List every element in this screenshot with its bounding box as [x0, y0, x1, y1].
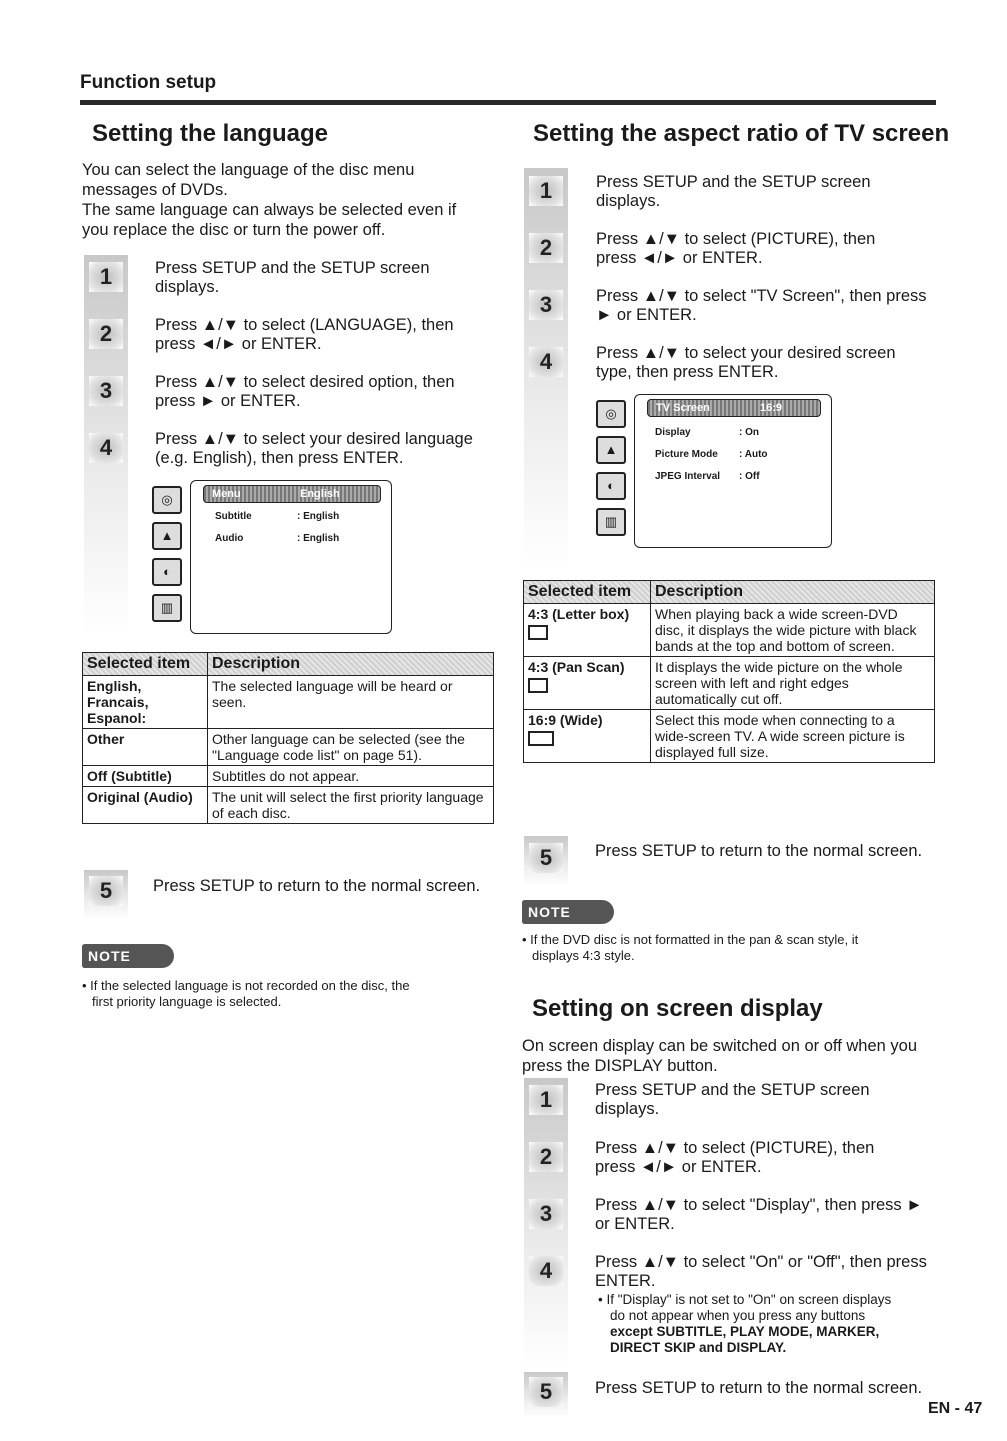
osd-tab-bar [203, 485, 381, 503]
language-note: • If the selected language is not recorded on the disc, the first priority language is selected. [82, 978, 410, 1009]
osd-row-value: : Off [739, 471, 760, 482]
osd-tab: English [300, 488, 340, 500]
step-number: 5 [89, 876, 123, 906]
step-number: 1 [529, 176, 563, 206]
intro-line: you replace the disc or turn the power off. [82, 221, 386, 239]
osd-row-value: : English [297, 533, 340, 544]
step-text: Press ▲/▼ to select desired option, then press ► or ENTER. [155, 373, 455, 410]
intro-line: press the DISPLAY button. [522, 1057, 718, 1075]
step-text: Press ▲/▼ to select your desired language (e.g. English), then press ENTER. [155, 430, 473, 467]
step-text: Press ▲/▼ to select "TV Screen", then press ► or ENTER. [596, 287, 927, 324]
setup-icon: ▥ [596, 508, 626, 536]
osd-row-value: : English [297, 511, 340, 522]
intro-line: On screen display can be switched on or off when you [522, 1037, 918, 1055]
panscan-icon [528, 678, 548, 693]
intro-line: messages of DVDs. [82, 181, 228, 199]
aspect-osd-screen [634, 394, 832, 548]
aspect-title: Setting the aspect ratio of TV screen [533, 120, 950, 147]
table-header: Selected item [524, 581, 651, 604]
step-text: Press SETUP to return to the normal screen. [595, 842, 923, 860]
table-row: 16:9 (Wide) Select this mode when connecting to a wide-screen TV. A wide screen picture is displayed full size. [524, 710, 935, 763]
wide-icon [528, 731, 554, 746]
step-text: Press ▲/▼ to select "Display", then press ► or ENTER. [595, 1196, 923, 1233]
language-table [82, 652, 494, 824]
note-badge: NOTE [522, 900, 614, 924]
language-icon: ◎ [596, 400, 626, 428]
step-number: 3 [529, 1199, 563, 1229]
language-osd-screen [190, 480, 392, 634]
table-row: Other Other language can be selected (see the "Language code list" on page 51). [83, 729, 494, 766]
osd-title: Setting on screen display [532, 995, 823, 1022]
table-row: Off (Subtitle) Subtitles do not appear. [83, 766, 494, 787]
page-number: EN - 47 [928, 1400, 983, 1417]
step-number: 3 [529, 290, 563, 320]
intro-line: You can select the language of the disc menu [82, 161, 415, 179]
header-rule [80, 100, 936, 105]
osd-tab: 16:9 [760, 402, 783, 414]
step-number: 4 [529, 347, 563, 377]
osd-row-label: Display [655, 427, 691, 438]
step-number: 5 [529, 843, 563, 873]
table-header: Description [208, 653, 494, 676]
step-text: Press SETUP to return to the normal screen. [153, 877, 481, 895]
step-number: 2 [89, 319, 123, 349]
language-icon: ◎ [152, 486, 182, 514]
step-number: 1 [529, 1085, 563, 1115]
osd-row-label: Audio [215, 533, 244, 544]
step-text: Press ▲/▼ to select (LANGUAGE), then press ◄/► or ENTER. [155, 316, 454, 353]
step-text: Press SETUP to return to the normal screen. [595, 1379, 923, 1397]
aspect-table [523, 580, 935, 763]
picture-icon: ▲ [152, 522, 182, 550]
table-header: Description [651, 581, 935, 604]
osd-row-value: : On [739, 427, 759, 438]
osd-row-label: JPEG Interval [655, 471, 721, 482]
osd-row-label: Subtitle [215, 511, 252, 522]
osd-row-label: Picture Mode [655, 449, 718, 460]
step-text: Press ▲/▼ to select your desired screen type, then press ENTER. [596, 344, 896, 381]
step-number: 2 [529, 233, 563, 263]
step-number: 3 [89, 376, 123, 406]
aspect-note: • If the DVD disc is not formatted in the pan & scan style, it displays 4:3 style. [522, 932, 859, 963]
setup-icon: ▥ [152, 594, 182, 622]
language-title: Setting the language [92, 120, 329, 147]
step-number: 1 [89, 262, 123, 292]
step-number: 5 [529, 1377, 563, 1407]
osd-tab: Menu [212, 488, 241, 500]
table-row: 4:3 (Letter box) When playing back a wide screen-DVD disc, it displays the wide picture with black bands at the top and bottom of screen. [524, 604, 935, 657]
osd-row-value: : Auto [739, 449, 768, 460]
step-text: Press SETUP and the SETUP screen displays. [595, 1081, 870, 1118]
step-text: Press ▲/▼ to select (PICTURE), then press ◄/► or ENTER. [595, 1139, 875, 1176]
table-row: 4:3 (Pan Scan) It displays the wide picture on the whole screen with left and right edges automatically cut off. [524, 657, 935, 710]
intro-line: The same language can always be selected even if [82, 201, 457, 219]
table-row: English, Francais, Espanol: The selected language will be heard or seen. [83, 676, 494, 729]
osd-intro [522, 1036, 942, 1076]
step-number: 2 [529, 1142, 563, 1172]
section-header: Function setup [80, 72, 217, 93]
step-number: 4 [529, 1256, 563, 1286]
step-text: Press SETUP and the SETUP screen displays. [155, 259, 430, 296]
audio-icon: ◐ [596, 472, 626, 500]
table-row: Original (Audio) The unit will select the first priority language of each disc. [83, 787, 494, 824]
language-intro [82, 160, 502, 240]
osd-tab-bar [647, 399, 821, 417]
step-text: Press ▲/▼ to select "On" or "Off", then press ENTER. [595, 1253, 927, 1290]
note-badge: NOTE [82, 944, 174, 968]
step-number: 4 [89, 433, 123, 463]
table-header: Selected item [83, 653, 208, 676]
step-text: Press ▲/▼ to select (PICTURE), then press ◄/► or ENTER. [596, 230, 876, 267]
audio-icon: ◐ [152, 558, 182, 586]
osd-tab: TV Screen [656, 402, 710, 414]
osd-subnote: • If "Display" is not set to "On" on screen displays do not appear when you press any buttons except SUBTITLE, PLAY MODE, MARKER, DIRECT SKIP and DISPLAY. [598, 1292, 892, 1355]
picture-icon: ▲ [596, 436, 626, 464]
letterbox-icon [528, 625, 548, 640]
step-text: Press SETUP and the SETUP screen displays. [596, 173, 871, 210]
